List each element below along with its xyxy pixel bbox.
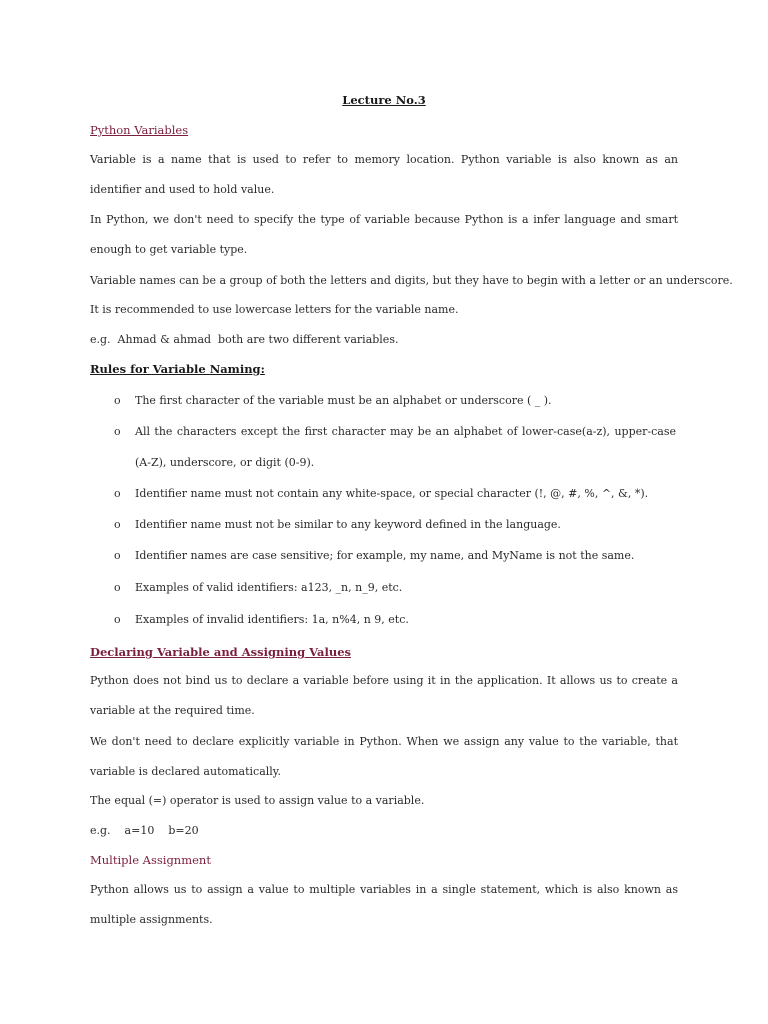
rule-text: Examples of valid identifiers: a123, _n, n_9, etc. [135, 581, 403, 594]
bullet-icon: o [114, 613, 121, 626]
example-a: a=10 [124, 824, 155, 837]
rule-text: Examples of invalid identifiers: 1a, n%4, n 9, etc. [135, 613, 409, 626]
paragraph-type-inference: In Python, we don't need to specify the type of variable because Python is a infer language and smart enough to get variable type. [90, 213, 678, 256]
bullet-icon: o [114, 425, 121, 438]
heading-rules: Rules for Variable Naming: [90, 362, 265, 376]
example-b: b=20 [168, 824, 199, 837]
rule-text: The first character of the variable must be an alphabet or underscore ( _ ). [135, 394, 552, 407]
rule-text: All the characters except the first character may be an alphabet of lower-case(a-z), upper-case (A-Z), underscore, or digit (0-9). [135, 425, 676, 469]
assignment-example [90, 823, 678, 839]
rule-text: Identifier name must not contain any white-space, or special character (!, @, #, %, ^, &, *). [135, 487, 649, 500]
paragraph-variable-definition: Variable is a name that is used to refer to memory location. Python variable is also known as an identifier and used to hold value. [90, 153, 678, 196]
paragraph-multiple-assignment: Python allows us to assign a value to multiple variables in a single statement, which is also known as multiple assignments. [90, 883, 678, 926]
document-page [90, 0, 733, 1024]
bullet-icon: o [114, 487, 121, 500]
paragraph-no-binding: Python does not bind us to declare a variable before using it in the application. It allows us to create a variable at the required time. [90, 674, 678, 717]
bullet-icon: o [114, 518, 121, 531]
paragraph-variable-names: Variable names can be a group of both the letters and digits, but they have to begin with a letter or an underscore. [90, 274, 733, 287]
paragraph-example-case: e.g. Ahmad & ahmad both are two different variables. [90, 333, 399, 346]
example-prefix: e.g. [90, 824, 111, 837]
rule-text: Identifier names are case sensitive; for example, my name, and MyName is not the same. [135, 549, 635, 562]
heading-python-variables: Python Variables [90, 123, 189, 137]
bullet-icon: o [114, 581, 121, 594]
lecture-title: Lecture No.3 [342, 93, 426, 107]
paragraph-auto-declare: We don't need to declare explicitly variable in Python. When we assign any value to the variable, that variable is declared automatically. [90, 735, 678, 778]
rule-text: Identifier name must not be similar to any keyword defined in the language. [135, 518, 561, 531]
bullet-icon: o [114, 394, 121, 407]
heading-multiple-assignment: Multiple Assignment [90, 853, 211, 867]
heading-declaring-variables: Declaring Variable and Assigning Values [90, 645, 351, 659]
paragraph-equal-operator: The equal (=) operator is used to assign value to a variable. [90, 794, 425, 807]
paragraph-lowercase: It is recommended to use lowercase letters for the variable name. [90, 303, 459, 316]
bullet-icon: o [114, 549, 121, 562]
